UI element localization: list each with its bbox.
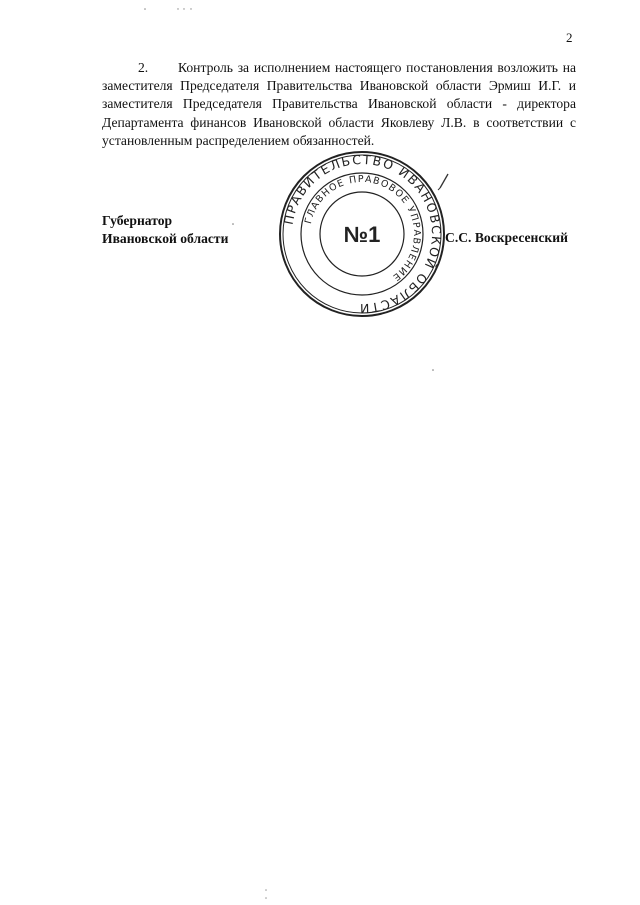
seal-inner-text: ГЛАВНОЕ ПРАВОВОЕ УПРАВЛЕНИЕ: [303, 173, 423, 284]
page-number: 2: [566, 30, 573, 45]
seal-outer-text: ПРАВИТЕЛЬСТВО ИВАНОВСКОЙ ОБЛАСТИ: [280, 151, 445, 317]
paragraph-number: 2.: [138, 60, 149, 75]
signature-position: [102, 212, 228, 248]
paragraph-text: Контроль за исполнением настоящего постановления возложить на заместителя Председателя Правительства Ивановской области Эрмиш И.Г. и заместителя Председателя Правительства Ивановской области - директора Департамента финансов Ивановской области Яковлеву Л.В. в соответствии с установленным распределением обязанностей.: [102, 60, 576, 148]
paragraph-2: [102, 59, 576, 150]
signer-name: С.С. Воскресенский: [445, 230, 568, 245]
seal-center-number: №1: [343, 222, 381, 247]
official-seal: [278, 150, 446, 318]
position-title: Губернатор: [102, 213, 173, 228]
position-region: Ивановской области: [102, 231, 229, 246]
pen-stroke-mark: [436, 172, 450, 192]
